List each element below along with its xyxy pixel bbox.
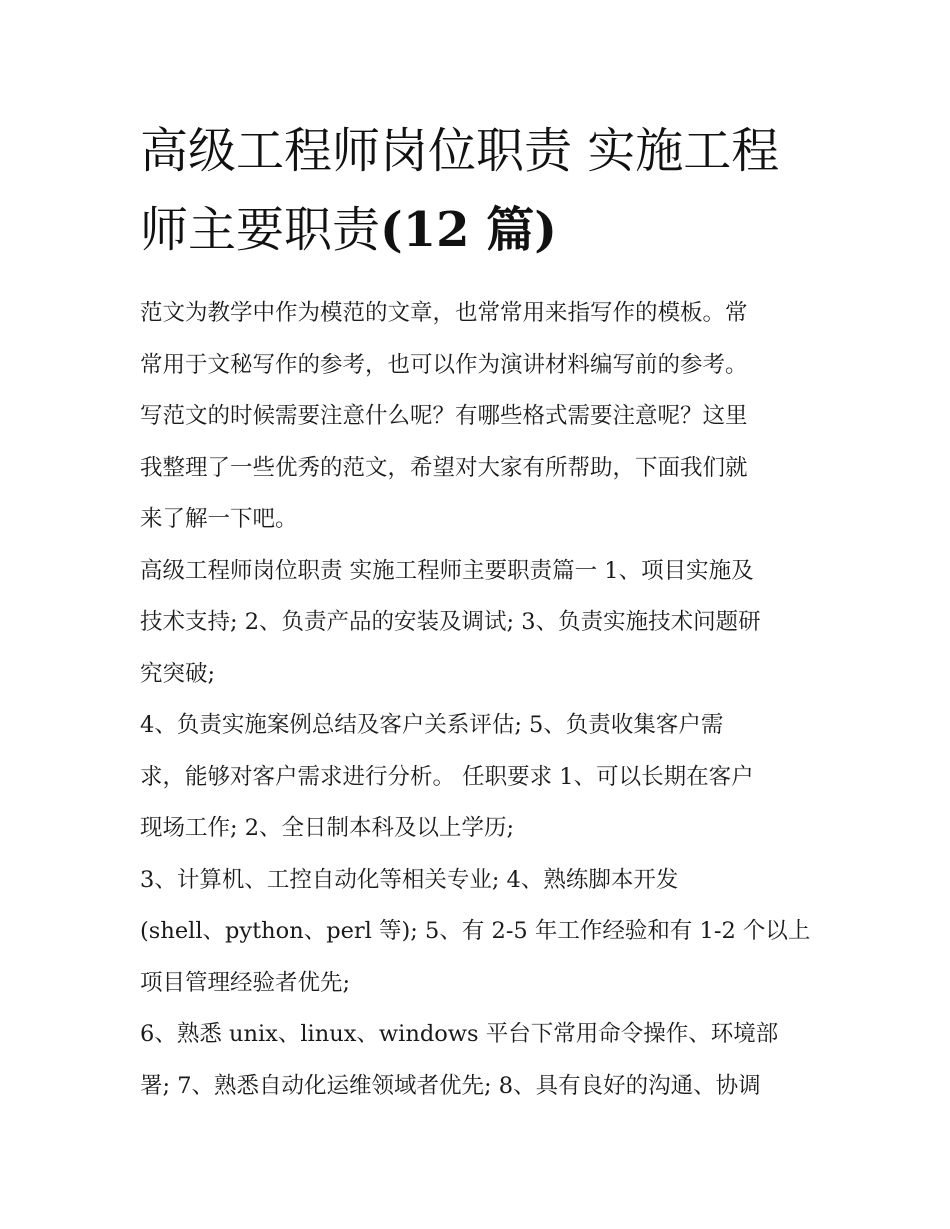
text-line: 4、负责实施案例总结及客户关系评估; 5、负责收集客户需	[140, 712, 724, 738]
title-count: (12 篇)	[380, 202, 557, 258]
skills-paragraph	[140, 855, 830, 1010]
platform-paragraph	[140, 1009, 830, 1112]
text-line: 求，能够对客户需求进行分析。 任职要求 1、可以长期在客户	[140, 763, 754, 790]
text-line: 究突破;	[140, 660, 216, 687]
title-line	[140, 191, 830, 270]
duties-paragraph	[140, 546, 830, 701]
title-line-text: 高级工程师岗位职责 实施工程	[140, 123, 780, 179]
text-line: 常用于文秘写作的参考，也可以作为演讲材料编写前的参考。	[140, 351, 748, 378]
text-line: 范文为教学中作为模范的文章，也常常用来指写作的模板。常	[140, 300, 748, 326]
title-line-text: 师主要职责	[140, 202, 381, 258]
text-line: 6、熟悉 unix、linux、windows 平台下常用命令操作、环境部	[140, 1021, 779, 1047]
title-line	[140, 112, 830, 191]
intro-paragraph	[140, 288, 830, 546]
text-line: 项目管理经验者优先;	[140, 969, 351, 996]
text-line: 技术支持; 2、负责产品的安装及调试; 3、负责实施技术问题研	[140, 609, 761, 635]
text-line: 高级工程师岗位职责 实施工程师主要职责篇一 1、项目实施及	[140, 557, 754, 584]
document-title	[140, 112, 830, 270]
text-line: 我整理了一些优秀的范文，希望对大家有所帮助，下面我们就	[140, 454, 748, 481]
text-line: 3、计算机、工控自动化等相关专业; 4、熟练脚本开发	[140, 866, 679, 893]
text-line: 现场工作; 2、全日制本科及以上学历;	[140, 815, 515, 841]
text-line: (shell、python、perl 等); 5、有 2-5 年工作经验和有 1-2 个以上	[140, 918, 811, 944]
text-line: 写范文的时候需要注意什么呢？有哪些格式需要注意呢？这里	[140, 403, 748, 429]
requirements-paragraph	[140, 700, 830, 855]
text-line: 署; 7、熟悉自动化运维领域者优先; 8、具有良好的沟通、协调	[140, 1072, 761, 1099]
text-line: 来了解一下吧。	[140, 506, 298, 532]
document-content	[140, 112, 830, 1112]
document-body	[140, 288, 830, 1112]
